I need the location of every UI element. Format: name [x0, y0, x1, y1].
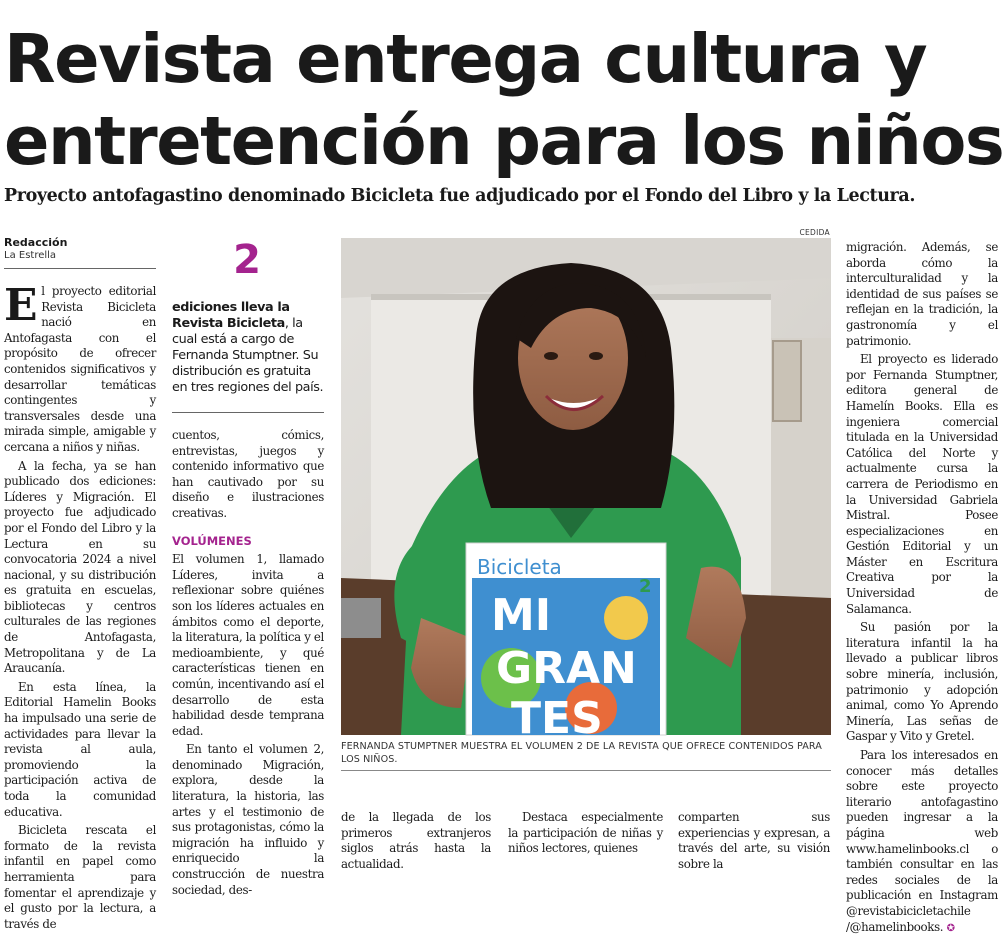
caption-divider	[341, 770, 831, 771]
fact-box-number: 2	[233, 237, 261, 283]
body-column-1	[4, 280, 156, 931]
paragraph: Bicicleta rescata el formato de la revista infantil en papel como herramienta para fomentar el aprendizaje y el gusto por la lectura, a través de	[4, 823, 156, 931]
magazine-cover-title-3: TES	[511, 693, 603, 744]
magazine-brand: Bicicleta	[477, 555, 562, 579]
fact-box-body: , la cual está a cargo de Fernanda Stumptner. Su distribución es gratuita en tres regiones del país.	[172, 316, 324, 395]
paragraph: El volumen 1, llamado Líderes, invita a reflexionar sobre quiénes son los líderes actuales en ámbitos como el deporte, la literatura, la política y el medioambiente, y qué características tienen en común, incentivando así el desarrollo de esta habilidad desde temprana edad.	[172, 552, 324, 738]
paragraph: comparten sus experiencias y expresan, a través del arte, su visión sobre la	[678, 810, 830, 871]
paragraph: En esta línea, la Editorial Hamelin Books ha impulsado una serie de actividades para llevar la revista al aula, promoviendo la participación activa de toda la comunidad educativa.	[4, 679, 156, 819]
fact-box-divider	[172, 412, 324, 413]
paragraph: cuentos, cómics, entrevistas, juegos y contenido informativo que han cautivado por su diseño e ilustraciones creativas.	[172, 428, 324, 520]
body-column-2	[172, 428, 324, 897]
body-column-5	[678, 810, 830, 871]
dropcap: E	[4, 280, 38, 331]
section-subhead: VOLÚMENES	[172, 533, 252, 548]
article-photo	[341, 238, 831, 744]
headline-line-1: Revista entrega cultura y	[4, 20, 927, 98]
byline	[4, 236, 156, 261]
paragraph: El proyecto es liderado por Fernanda Stumptner, editora general de Hamelín Books. Ella es ingeniera comercial titulada en la Universidad Católica del Norte y actualmente cursa la carrera de Periodismo en la Universidad Gabriela Mistral. Posee especializaciones en Gestión Editorial y un Máster en Escritura Creativa por la Universidad de Salamanca.	[846, 352, 998, 616]
body-column-6	[846, 240, 998, 934]
paragraph: Su pasión por la literatura infantil la ha llevado a publicar libros sobre minería, inclusión, patrimonio y adopción animal, como Yo Aprendo Minería, Las señas de Gaspar y Vito y Gretel.	[846, 620, 998, 744]
body-column-4	[508, 810, 663, 862]
magazine-cover-title-1: MI	[491, 590, 552, 641]
fact-box-text	[172, 300, 324, 396]
paragraph: En tanto el volumen 2, denominado Migración, explora, desde la literatura, la historia, las artes y el testimonio de sus protagonistas, cómo la migración ha influido y enriquecido la construcción de nuestra sociedad, des-	[172, 742, 324, 897]
paragraph: migración. Además, se aborda cómo la interculturalidad y la identidad de sus países se reflejan en la tradición, la gastronomía y el patrimonio.	[846, 240, 998, 348]
body-column-3	[341, 810, 491, 871]
headline-line-2: entretención para los niños	[4, 102, 1003, 180]
fact-box-bold: ediciones lleva la Revista Bicicleta	[172, 300, 290, 331]
deck-subtitle: Proyecto antofagastino denominado Bicicleta fue adjudicado por el Fondo del Libro y la Lectura.	[4, 186, 916, 206]
photo-credit: CEDIDA	[799, 228, 830, 237]
byline-outlet: La Estrella	[4, 250, 57, 261]
photo-caption: FERNANDA STUMPTNER MUESTRA EL VOLUMEN 2 DE LA REVISTA QUE OFRECE CONTENIDOS PARA LOS NIÑOS.	[341, 741, 822, 765]
magazine-cover-title-2: GRAN	[496, 643, 637, 694]
paragraph: de la llegada de los primeros extranjeros siglos atrás hasta la actualidad.	[341, 810, 491, 871]
end-mark-icon: ✪	[946, 922, 955, 934]
paragraph: A la fecha, ya se han publicado dos ediciones: Líderes y Migración. El proyecto fue adjudicado por el Fondo del Libro y la Lectura en su convocatoria 2024 a nivel nacional, y su distribución es gratuita en escuelas, bibliotecas y centros culturales de las regiones de Antofagasta, Metropolitana y de La Araucanía.	[4, 458, 156, 676]
magazine-issue-number: 2	[639, 576, 652, 597]
paragraph: Para los interesados en conocer más detalles sobre este proyecto literario antofagastino pueden ingresar a la página web www.hamelinbooks.cl o también consultar en las redes sociales de la publicación en Instagram @revistabicicletachile /@hamelinbooks.	[846, 748, 998, 934]
byline-author: Redacción	[4, 236, 68, 249]
paragraph: Destaca especialmente la participación de niñas y niños lectores, quienes	[508, 810, 663, 856]
byline-divider	[4, 268, 156, 269]
headline	[4, 18, 1003, 182]
paragraph: l proyecto editorial Revista Bicicleta nació en Antofagasta con el propósito de ofrecer contenidos significativos y desarrollar temáticas contingentes y transversales desde una mirada simple, amigable y cercana a niños y niñas.	[4, 284, 156, 454]
